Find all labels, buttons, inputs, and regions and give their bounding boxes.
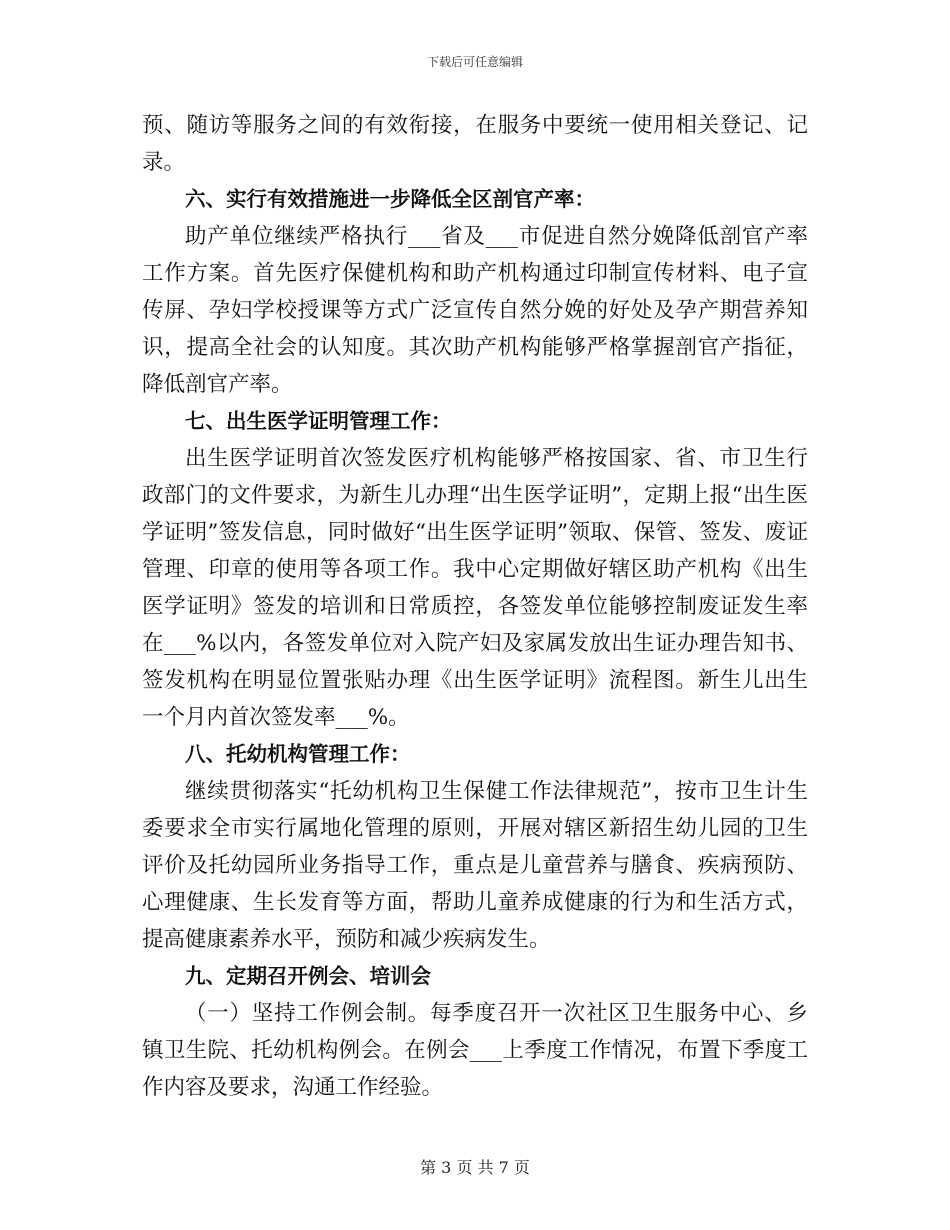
paragraph-section-8: 继续贯彻落实“托幼机构卫生保健工作法律规范”，按市卫生计生委要求全市实行属地化管理的原则，开展对辖区新招生幼儿园的卫生评价及托幼园所业务指导工作，重点是儿童营养与膳食、疾病预防、心理健康、生长发育等方面，帮助儿童养成健康的行为和生活方式，提高健康素养水平，预防和减少疾病发生。	[142, 779, 808, 952]
paragraph-continuation: 预、随访等服务之间的有效衔接，在服务中要统一使用相关登记、记录。	[142, 113, 808, 175]
paragraph-section-6: 助产单位继续严格执行___省及___市促进自然分娩降低剖官产率工作方案。首先医疗保健机构和助产机构通过印制宣传材料、电子宣传屏、孕妇学校授课等方式广泛宣传自然分娩的好处及孕产期营养知识，提高全社会的认知度。其次助产机构能够严格掌握剖官产指征，降低剖官产率。	[142, 224, 808, 397]
section-heading-7: 七、出生医学证明管理工作：	[185, 409, 452, 433]
section-heading-8: 八、托幼机构管理工作：	[185, 742, 411, 766]
section-heading-9: 九、定期召开例会、培训会	[185, 964, 431, 988]
page-number: 第 3 页 共 7 页	[420, 1158, 530, 1177]
section-heading-6: 六、实行有效措施进一步降低全区剖官产率：	[185, 187, 595, 211]
paragraph-section-9: （一）坚持工作例会制。每季度召开一次社区卫生服务中心、乡镇卫生院、托幼机构例会。在例会___上季度工作情况，布置下季度工作内容及要求，沟通工作经验。	[142, 1001, 808, 1100]
document-body	[142, 107, 808, 1106]
paragraph-section-7: 出生医学证明首次签发医疗机构能够严格按国家、省、市卫生行政部门的文件要求，为新生儿办理“出生医学证明”，定期上报“出生医学证明”签发信息，同时做好“出生医学证明”领取、保管、签发、废证管理、印章的使用等各项工作。我中心定期做好辖区助产机构《出生医学证明》签发的培训和日常质控，各签发单位能够控制废证发生率在___%以内，各签发单位对入院产妇及家属发放出生证办理告知书、签发机构在明显位置张贴办理《出生医学证明》流程图。新生儿出生一个月内首次签发率___%。	[142, 446, 808, 730]
page-header-note: 下载后可任意编辑	[426, 55, 523, 69]
